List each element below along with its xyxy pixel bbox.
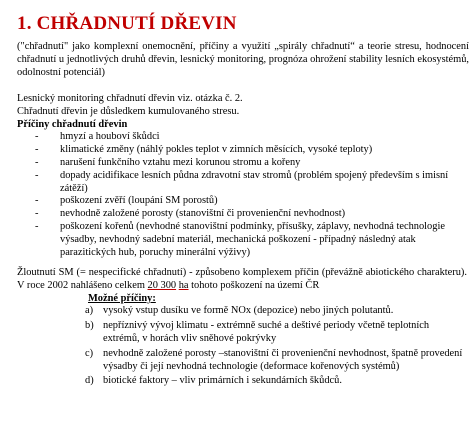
list-item-text: nevhodně založené porosty (stanovištní či provenienční nevhodnost): [60, 208, 346, 220]
list-marker: c): [85, 347, 94, 359]
dash-bullet: -: [35, 169, 39, 181]
list-item: [85, 320, 467, 346]
zloutnuti-text-end: tohoto poškození na území ČR: [188, 279, 320, 291]
reported-area-unit: ha: [178, 279, 189, 291]
dash-bullet: -: [35, 208, 39, 220]
list-item: [37, 131, 467, 144]
reasons-list: [85, 305, 467, 388]
monitoring-section: [17, 93, 467, 259]
dash-bullet: -: [35, 144, 39, 156]
document-title: 1. CHŘADNUTÍ DŘEVIN: [17, 13, 237, 34]
list-item: [37, 170, 467, 196]
list-item-text: poškození kořenů (nevhodné stanovištní podmínky, přísušky, záplavy, nevhodná technologie výsadby, nevhodný sadební materiál, mechanická poškození - případný následný atak parazitických hub, poruchy minerální výživy): [60, 220, 445, 258]
list-marker: d): [85, 375, 94, 387]
list-item-text: narušení funkčního vztahu mezi korunou stromu a kořeny: [60, 156, 301, 168]
zloutnuti-text-start: Žloutnutí SM (= nespecifické chřadnutí) - způsobeno komplexem příčin (převážně abiotického charakteru). V roce 2002 nahlášeno celkem: [17, 267, 467, 291]
list-item: [85, 348, 467, 374]
list-item-text: poškození zvěří (loupání SM porostů): [60, 195, 218, 207]
monitoring-line-2: Chřadnutí dřevin je důsledkem kumulovaného stresu.: [17, 105, 240, 117]
list-marker: b): [85, 320, 94, 332]
causes-list: [17, 131, 467, 259]
zloutnuti-section: [17, 267, 467, 390]
list-item: [85, 375, 467, 388]
reported-area-number: 20 300: [147, 279, 177, 291]
list-item: [37, 157, 467, 170]
intro-paragraph: [17, 41, 469, 79]
list-marker: a): [85, 305, 94, 317]
list-item-text: nepříznivý vývoj klimatu - extrémně suché a deštivé periody včetně teplotních extrémů, v horách vliv sněhové pokrývky: [103, 320, 430, 344]
dash-bullet: -: [35, 195, 39, 207]
list-item-text: hmyzí a houboví škůdci: [60, 131, 160, 143]
dash-bullet: -: [35, 156, 39, 168]
reasons-heading: Možné příčiny:: [88, 292, 156, 304]
list-item: [37, 144, 467, 157]
intro-text: ("chřadnutí" jako komplexní onemocnění, příčiny a využití „spirály chřadnutí“ a teorie stresu, hodnocení chřadnutí u jednotlivých druhů dřevin, lesnický monitoring, prognóza ohrožení stability lesních ekosystémů, odolnostní potenciál): [17, 41, 469, 78]
list-item-text: biotické faktory – vliv primárních i sekundárních škůdců.: [103, 375, 342, 387]
dash-bullet: -: [35, 131, 39, 143]
list-item: [85, 305, 467, 318]
list-item-text: dopady acidifikace lesních půdna zdravotní stav stromů (problém spojený především s imisní zátěží): [60, 169, 449, 194]
list-item-text: vysoký vstup dusíku ve formě NOx (depozice) nebo jiných polutantů.: [103, 305, 394, 317]
list-item: [37, 208, 467, 221]
list-item: [37, 221, 467, 259]
list-item-text: klimatické změny (náhlý pokles teplot v zimních měsících, vysoké teploty): [60, 144, 373, 156]
list-item-text: nevhodně založené porosty –stanovištní či provenienční nevhodnost, špatně provedení výsadby či její nevhodná technologie (deformace kořenových systémů): [103, 347, 463, 372]
list-item: [37, 195, 467, 208]
monitoring-line-1: Lesnický monitoring chřadnutí dřevin viz. otázka č. 2.: [17, 93, 243, 104]
causes-heading: Příčiny chřadnutí dřevin: [17, 118, 128, 130]
dash-bullet: -: [35, 220, 39, 232]
zloutnuti-paragraph: [17, 267, 467, 293]
